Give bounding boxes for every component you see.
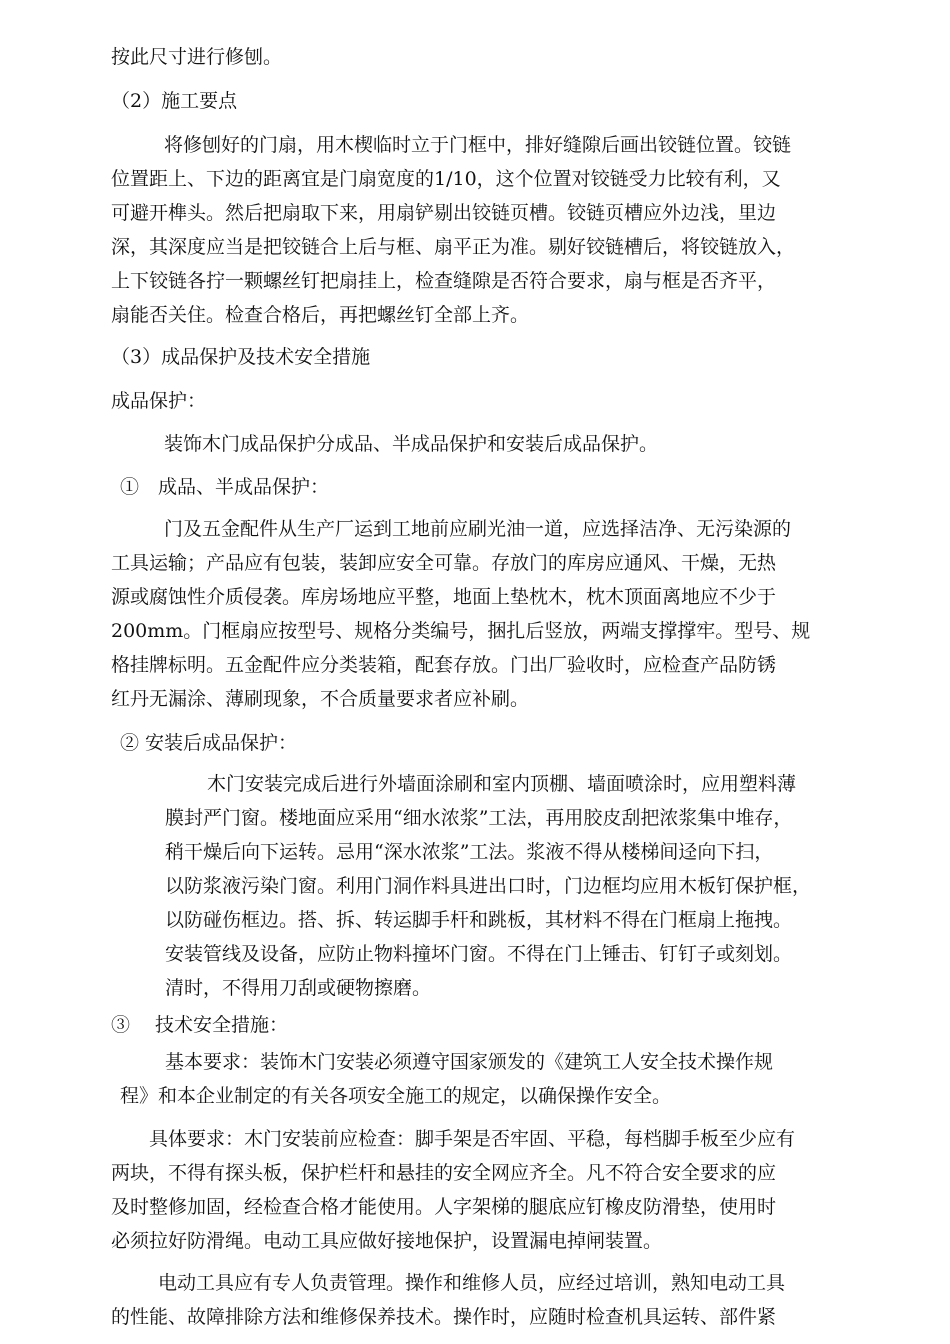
- text-line: 红丹无漏涂、薄刷现象，不合质量要求者应补刷。: [111, 688, 530, 710]
- text-line: 及时整修加固，经检查合格才能使用。人字架梯的腿底应钉橡皮防滑垫，使用时: [111, 1196, 777, 1218]
- text-line: 两块，不得有探头板，保护栏杆和悬挂的安全网应齐全。凡不符合安全要求的应: [111, 1162, 777, 1184]
- text-line: 清时，不得用刀刮或硬物擦磨。: [165, 977, 432, 999]
- text-line: 源或腐蚀性介质侵袭。库房场地应平整，地面上垫枕木，枕木顶面离地应不少于: [111, 586, 777, 608]
- list-item-heading: ① 成品、半成品保护：: [120, 476, 330, 498]
- text-line: 上下铰链各拧一颗螺丝钉把扇挂上，检查缝隙是否符合要求，扇与框是否齐平，: [111, 270, 777, 292]
- text-line: 电动工具应有专人负责管理。操作和维修人员，应经过培训，熟知电动工具: [158, 1272, 786, 1294]
- text-line: 200mm。门框扇应按型号、规格分类编号，捆扎后竖放，两端支撑撑牢。型号、规: [111, 620, 811, 642]
- text-line: 膜封严门窗。楼地面应采用“细水浓浆”工法，再用胶皮刮把浓浆集中堆存，: [165, 807, 793, 829]
- section-heading: （2）施工要点: [111, 90, 238, 112]
- text-line: 木门安装完成后进行外墙面涂刷和室内顶棚、墙面喷涂时，应用塑料薄: [207, 773, 797, 795]
- text-line: 必须拉好防滑绳。电动工具应做好接地保护，设置漏电掉闸装置。: [111, 1230, 663, 1252]
- text-line: 具体要求：木门安装前应检查：脚手架是否牢固、平稳，每档脚手板至少应有: [149, 1128, 796, 1150]
- text-line: 以防浆液污染门窗。利用门洞作料具进出口时，门边框均应用木板钉保护框，: [165, 875, 812, 897]
- text-line: 按此尺寸进行修刨。: [111, 46, 283, 68]
- text-line: 的性能、故障排除方法和维修保养技术。操作时，应随时检查机具运转、部件紧: [111, 1306, 777, 1328]
- list-item-heading: ② 安装后成品保护：: [120, 732, 298, 754]
- text-line: 基本要求：装饰木门安装必须遵守国家颁发的《建筑工人安全技术操作规: [165, 1051, 774, 1073]
- text-line: 稍干燥后向下运转。忌用“深水浓浆”工法。浆液不得从楼梯间迳向下扫，: [165, 841, 774, 863]
- text-line: 扇能否关住。检查合格后，再把螺丝钉全部上齐。: [111, 304, 530, 326]
- text-line: 可避开榫头。然后把扇取下来，用扇铲剔出铰链页槽。铰链页槽应外边浅，里边: [111, 202, 777, 224]
- text-line: 位置距上、下边的距离宜是门扇宽度的1/10，这个位置对铰链受力比较有利，又: [111, 168, 781, 190]
- text-line: 门及五金配件从生产厂运到工地前应刷光油一道，应选择洁净、无污染源的: [164, 518, 792, 540]
- text-line: 深，其深度应当是把铰链合上后与框、扇平正为准。剔好铰链槽后，将铰链放入，: [111, 236, 796, 258]
- text-line: 工具运输；产品应有包装，装卸应安全可靠。存放门的库房应通风、干燥，无热: [111, 552, 777, 574]
- text-line: 将修刨好的门扇，用木楔临时立于门框中，排好缝隙后画出铰链位置。铰链: [164, 134, 792, 156]
- list-item-heading: ③ 技术安全措施：: [111, 1014, 289, 1036]
- text-line: 程》和本企业制定的有关各项安全施工的规定，以确保操作安全。: [120, 1085, 672, 1107]
- subsection-label: 成品保护：: [111, 390, 207, 412]
- text-line: 装饰木门成品保护分成品、半成品保护和安装后成品保护。: [164, 433, 659, 455]
- section-heading: （3）成品保护及技术安全措施: [111, 346, 371, 368]
- text-line: 安装管线及设备，应防止物料撞坏门窗。不得在门上锤击、钉钉子或刻划。: [165, 943, 793, 965]
- text-line: 格挂牌标明。五金配件应分类装箱，配套存放。门出厂验收时，应检查产品防锈: [111, 654, 777, 676]
- text-line: 以防碰伤框边。搭、拆、转运脚手杆和跳板，其材料不得在门框扇上拖拽。: [165, 909, 793, 931]
